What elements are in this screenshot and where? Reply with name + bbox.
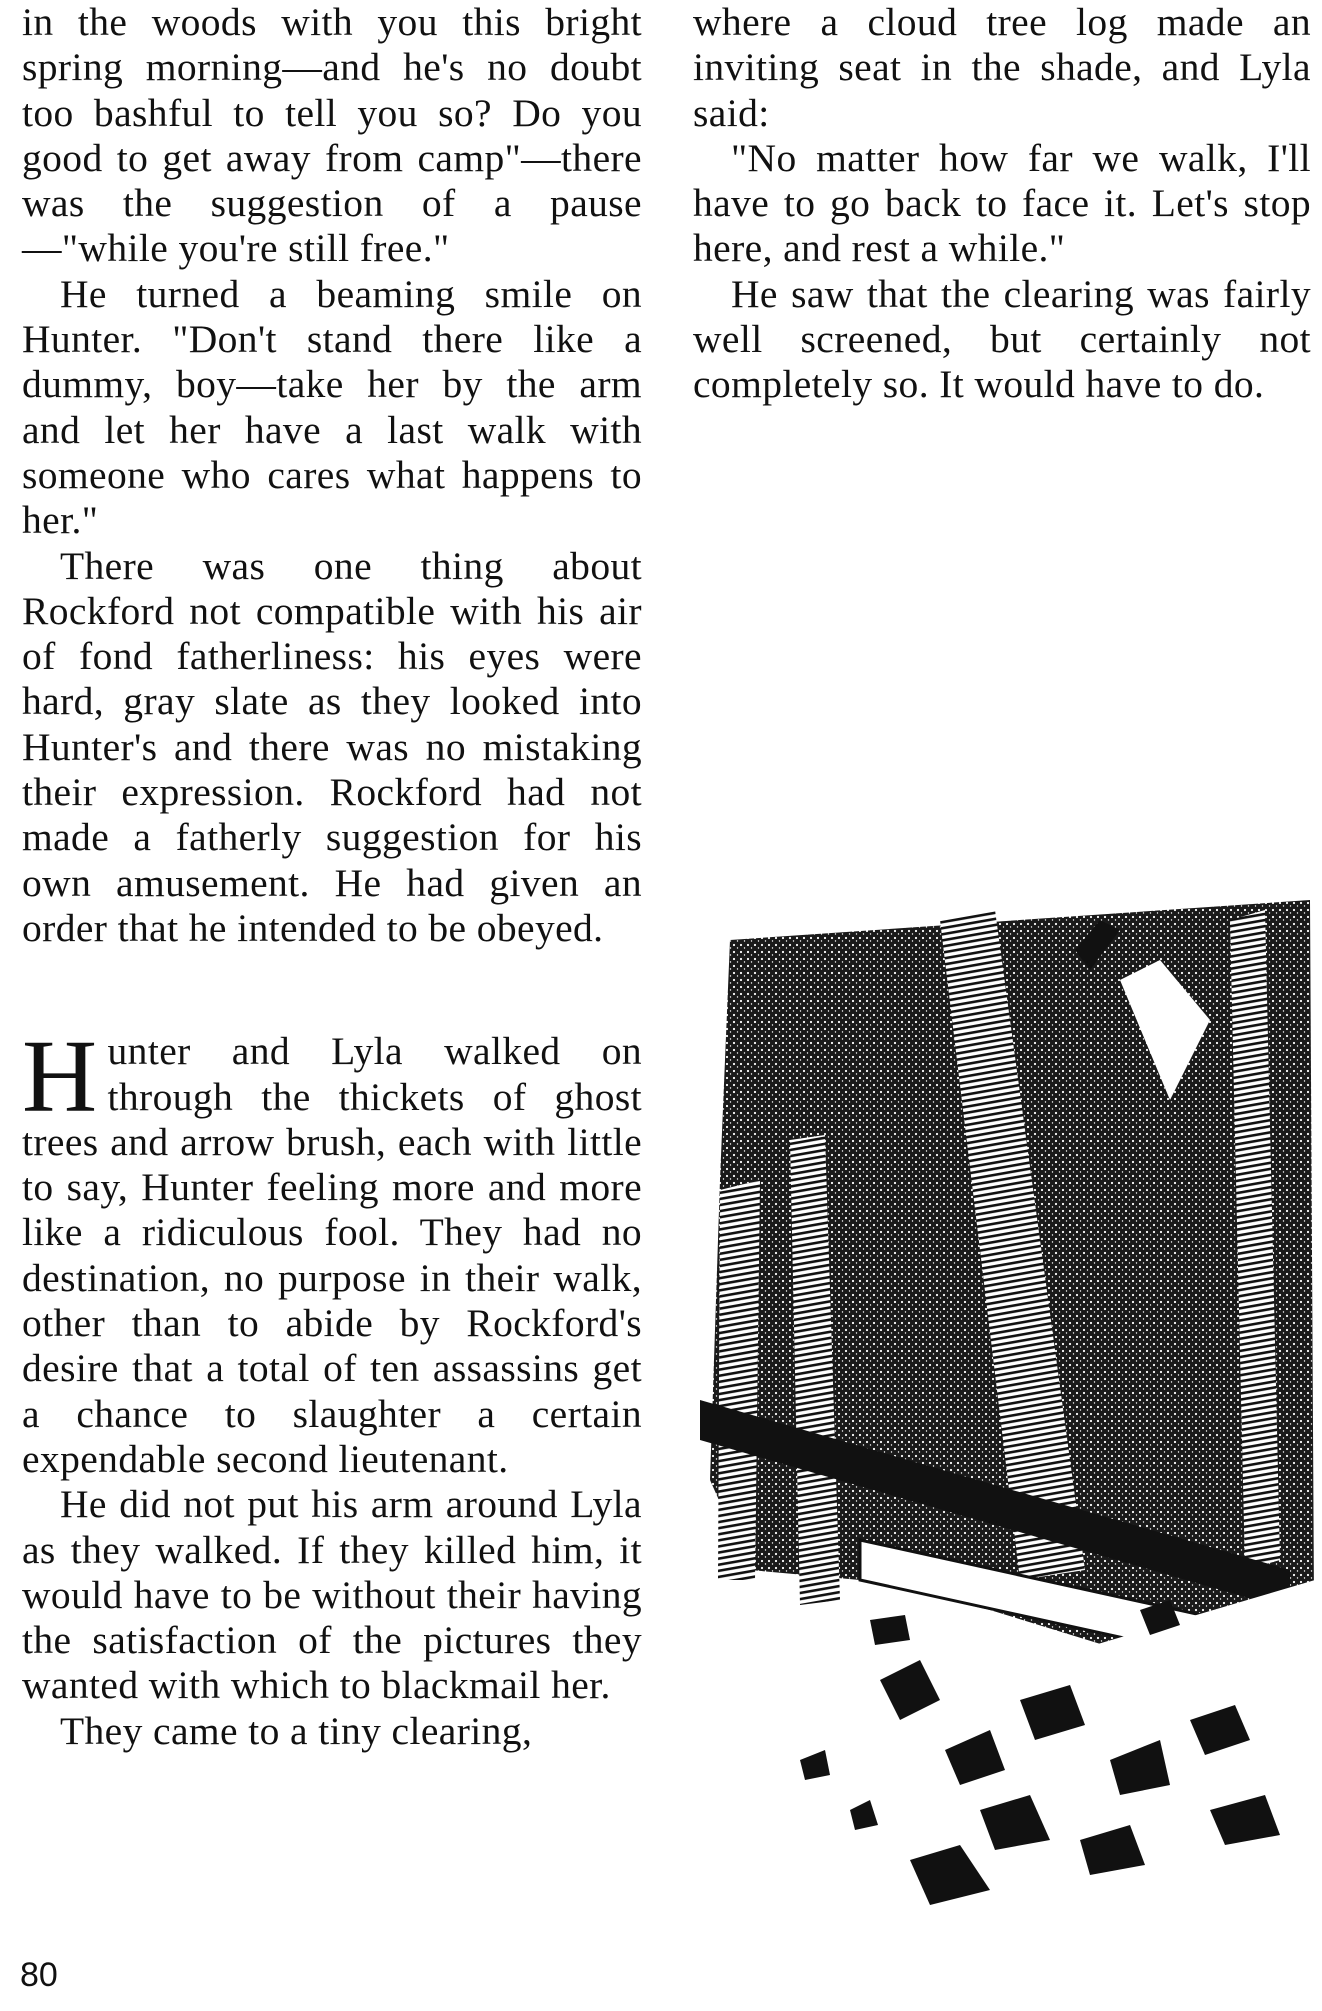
paragraph: He did not put his arm around Lyla as they walked. If they killed him, it would have to be without their having the satisfaction of the pictures they wanted with which to blackmail her. — [22, 1482, 642, 1708]
woodcut-illustration — [690, 880, 1315, 1920]
paragraph: He saw that the clearing was fairly well screened, but certainly not completely so. It would have to do. — [693, 271, 1311, 407]
drop-cap: H — [22, 1019, 98, 1135]
paragraph-text: unter and Lyla walked on through the thickets of ghost trees and arrow brush, each with little to say, Hunter feeling more and more like a ridiculous fool. They had no destination, no purpose in their walk, other than to abide by Rockford's desire that a total of ten assassins get a chance to slaughter a certain expendable second lieutenant. — [22, 1029, 642, 1481]
paragraph: They came to a tiny clearing, — [60, 1708, 533, 1753]
ground-rocks — [800, 1580, 1315, 1920]
paragraph: He turned a beaming smile on Hunter. "Don't stand there like a dummy, boy—take her by the arm and let her have a last walk with someone who cares what happens to her." — [22, 271, 642, 543]
right-column — [693, 0, 1311, 408]
paragraph: "No matter how far we walk, I'll have to go back to face it. Let's stop here, and rest a while." — [693, 135, 1311, 271]
left-column — [22, 0, 642, 1754]
paragraph: in the woods with you this bright spring morning—and he's no doubt too bashful to tell you so? Do you good to get away from camp"—there was the suggestion of a pause —"while you're still free." — [22, 0, 642, 271]
section-break — [22, 951, 642, 1029]
page-number: 80 — [20, 1956, 58, 1994]
paragraph-dropcap — [22, 1019, 642, 1482]
paragraph: There was one thing about Rockford not compatible with his air of fond fatherliness: his eyes were hard, gray slate as they looked into Hunter's and there was no mistaking their expression. Rockford had not made a fatherly suggestion for his own amusement. He had given an order that he intended to be obeyed. — [22, 543, 642, 950]
paragraph: where a cloud tree log made an inviting seat in the shade, and Lyla said: — [693, 0, 1311, 135]
